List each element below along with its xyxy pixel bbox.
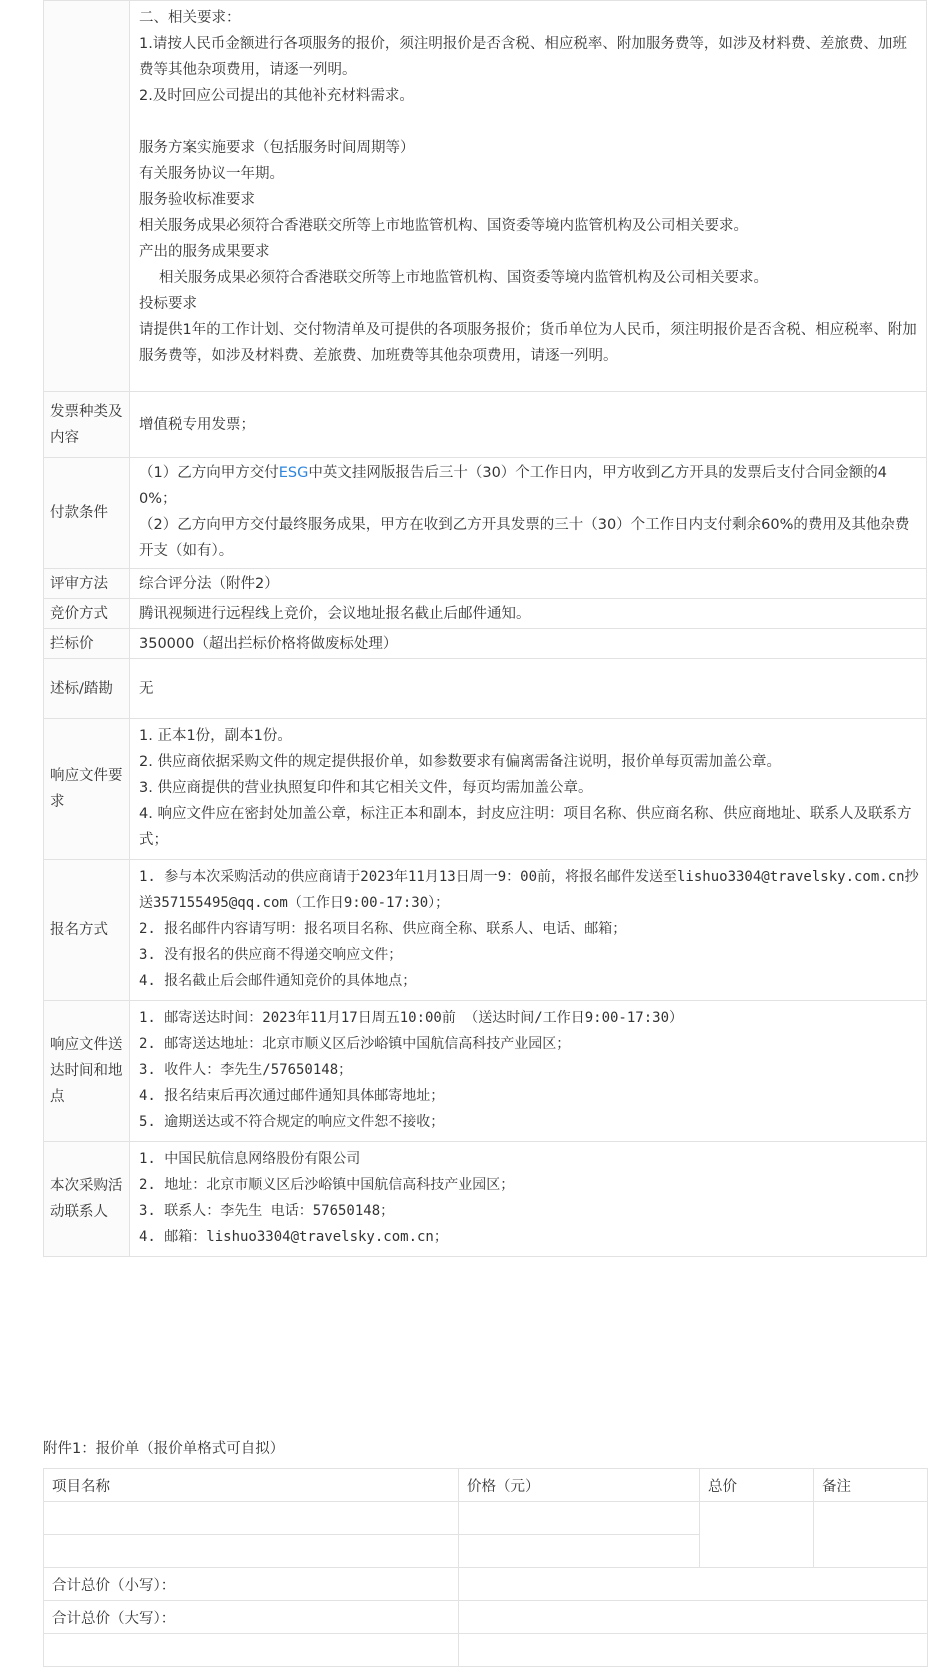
req-output-title: 产出的服务成果要求 <box>139 244 270 260</box>
payment-term-1-post: 中英文挂网版报告后三十（30）个工作日内，甲方收到乙方开具的发票后支付合同金额的40%； <box>139 465 888 507</box>
review-label: 评审方法 <box>44 569 130 599</box>
quote-table <box>43 1468 928 1667</box>
quote-header-row <box>44 1469 928 1502</box>
bidding-value: 腾讯视频进行远程线上竞价，会议地址报名截止后邮件通知。 <box>130 599 927 629</box>
req-line-1: 1.请按人民币金额进行各项服务的报价，须注明报价是否含税、相应税率、附加服务费等，如涉及材料费、差旅费、加班费等其他杂项费用，请逐一列明。 <box>139 36 907 78</box>
quote-blank-row <box>44 1502 928 1535</box>
blank-cell <box>459 1634 928 1667</box>
bidding-label: 竞价方式 <box>44 599 130 629</box>
review-value: 综合评分法（附件2） <box>130 569 927 599</box>
contact-item: 1. 中国民航信息网络股份有限公司 <box>139 1151 361 1167</box>
delivery-item: 3. 收件人：李先生/57650148； <box>139 1062 353 1078</box>
req-blank-line <box>139 109 920 135</box>
header-price: 价格（元） <box>459 1469 700 1502</box>
requirements-cell <box>130 1 927 392</box>
ceiling-price-row <box>44 629 927 659</box>
contact-row <box>44 1142 927 1257</box>
delivery-item: 5. 逾期送达或不符合规定的响应文件恕不接收； <box>139 1114 445 1130</box>
ceiling-price-value: 350000（超出拦标价格将做废标处理） <box>130 629 927 659</box>
quote-blank-row <box>44 1634 928 1667</box>
total-lower-label: 合计总价（小写）： <box>44 1568 459 1601</box>
procurement-info-table <box>43 0 927 1257</box>
ceiling-price-label: 拦标价 <box>44 629 130 659</box>
delivery-item: 1. 邮寄送达时间：2023年11月17日周五10:00前 （送达时间/工作日9:00-17:30） <box>139 1010 684 1026</box>
bidding-row <box>44 599 927 629</box>
req-service-plan-text: 有关服务协议一年期。 <box>139 166 284 182</box>
response-docs-label: 响应文件要求 <box>44 719 130 860</box>
attachment-title: 附件1：报价单（报价单格式可自拟） <box>43 1441 285 1457</box>
contact-item: 4. 邮箱：lishuo3304@travelsky.com.cn； <box>139 1229 448 1245</box>
payment-cell <box>130 458 927 569</box>
response-docs-row <box>44 719 927 860</box>
blank-cell <box>44 1535 459 1568</box>
registration-item: 3. 没有报名的供应商不得递交响应文件； <box>139 947 403 963</box>
total-upper-row <box>44 1601 928 1634</box>
blank-cell <box>459 1502 700 1535</box>
payment-term-1-pre: （1）乙方向甲方交付 <box>139 465 279 481</box>
esg-highlight: ESG <box>278 465 309 481</box>
total-lower-value <box>459 1568 928 1601</box>
blank-remark-cell <box>814 1502 928 1568</box>
req-output-text: 相关服务成果必须符合香港联交所等上市地监管机构、国资委等境内监管机构及公司相关要求。 <box>159 270 768 286</box>
contact-label: 本次采购活动联系人 <box>44 1142 130 1257</box>
delivery-item: 4. 报名结束后再次通过邮件通知具体邮寄地址； <box>139 1088 445 1104</box>
payment-row <box>44 458 927 569</box>
delivery-row <box>44 1001 927 1142</box>
response-docs-item: 4. 响应文件应在密封处加盖公章，标注正本和副本，封皮应注明：项目名称、供应商名称、供应商地址、联系人及联系方式； <box>139 806 912 848</box>
req-service-plan-title: 服务方案实施要求（包括服务时间周期等） <box>139 140 415 156</box>
total-upper-value <box>459 1601 928 1634</box>
delivery-label: 响应文件送达时间和地点 <box>44 1001 130 1142</box>
registration-row <box>44 860 927 1001</box>
registration-label: 报名方式 <box>44 860 130 1001</box>
blank-cell <box>459 1535 700 1568</box>
presentation-row <box>44 659 927 719</box>
registration-item: 2. 报名邮件内容请写明：报名项目名称、供应商全称、联系人、电话、邮箱； <box>139 921 627 937</box>
blank-total-cell <box>700 1502 814 1568</box>
requirements-label-cell <box>44 1 130 392</box>
header-total: 总价 <box>700 1469 814 1502</box>
header-item-name: 项目名称 <box>44 1469 459 1502</box>
req-heading: 二、相关要求： <box>139 10 241 26</box>
total-lower-row <box>44 1568 928 1601</box>
presentation-value: 无 <box>130 659 927 719</box>
response-docs-item: 2. 供应商依据采购文件的规定提供报价单，如参数要求有偏离需备注说明，报价单每页需加盖公章。 <box>139 754 781 770</box>
requirements-row <box>44 1 927 392</box>
contact-item: 2. 地址：北京市顺义区后沙峪镇中国航信高科技产业园区； <box>139 1177 515 1193</box>
response-docs-item: 3. 供应商提供的营业执照复印件和其它相关文件，每页均需加盖公章。 <box>139 780 593 796</box>
invoice-label: 发票种类及内容 <box>44 392 130 458</box>
response-docs-item: 1. 正本1份，副本1份。 <box>139 728 292 744</box>
response-docs-cell <box>130 719 927 860</box>
presentation-label: 述标/踏勘 <box>44 659 130 719</box>
blank-cell <box>44 1502 459 1535</box>
req-bid-text: 请提供1年的工作计划、交付物清单及可提供的各项服务报价；货币单位为人民币，须注明报价是否含税、相应税率、附加服务费等，如涉及材料费、差旅费、加班费等其他杂项费用，请逐一列明。 <box>139 322 917 364</box>
payment-label: 付款条件 <box>44 458 130 569</box>
invoice-value: 增值税专用发票； <box>130 392 927 458</box>
header-remark: 备注 <box>814 1469 928 1502</box>
delivery-item: 2. 邮寄送达地址：北京市顺义区后沙峪镇中国航信高科技产业园区； <box>139 1036 571 1052</box>
registration-cell <box>130 860 927 1001</box>
total-upper-label: 合计总价（大写）： <box>44 1601 459 1634</box>
delivery-cell <box>130 1001 927 1142</box>
invoice-row <box>44 392 927 458</box>
contact-cell <box>130 1142 927 1257</box>
payment-term-1 <box>139 460 920 512</box>
blank-cell <box>44 1634 459 1667</box>
req-acceptance-text: 相关服务成果必须符合香港联交所等上市地监管机构、国资委等境内监管机构及公司相关要求。 <box>139 218 748 234</box>
req-acceptance-title: 服务验收标准要求 <box>139 192 255 208</box>
payment-term-2: （2）乙方向甲方交付最终服务成果，甲方在收到乙方开具发票的三十（30）个工作日内支付剩余60%的费用及其他杂费开支（如有）。 <box>139 517 910 559</box>
review-row <box>44 569 927 599</box>
contact-item: 3. 联系人：李先生 电话：57650148； <box>139 1203 395 1219</box>
registration-item: 4. 报名截止后会邮件通知竞价的具体地点； <box>139 973 417 989</box>
req-line-2: 2.及时回应公司提出的其他补充材料需求。 <box>139 88 414 104</box>
req-bid-title: 投标要求 <box>139 296 197 312</box>
registration-item: 1. 参与本次采购活动的供应商请于2023年11月13日周一9：00前，将报名邮件发送至lishuo3304@travelsky.com.cn抄送357155495@qq.com（工作日9:00-17:30）； <box>139 869 919 911</box>
